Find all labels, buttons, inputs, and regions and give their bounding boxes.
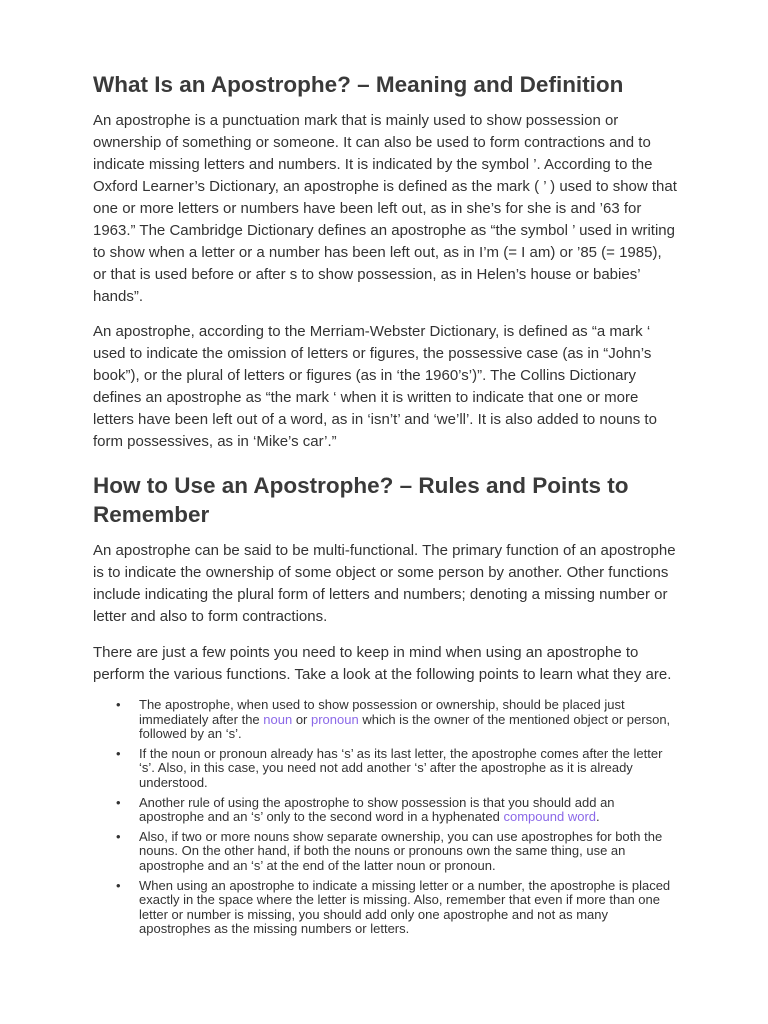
section-heading-how-to-use: How to Use an Apostrophe? – Rules and Points to Remember (93, 473, 629, 527)
bullet-icon: • (116, 828, 121, 844)
bullet-icon: • (116, 745, 121, 761)
list-item (116, 794, 678, 825)
noun-link[interactable]: noun (263, 711, 293, 727)
list-item-text: If the noun or pronoun already has ‘s’ as its last letter, the apostrophe comes after the letter ‘s’. Also, in this case, you need not add another ‘s’ after the apostrophe as it is already understood. (139, 745, 663, 790)
definition-paragraph-2: An apostrophe, according to the Merriam-Webster Dictionary, is defined as “a mark ‘ used to indicate the omission of letters or figures, the possessive case (as in “John’s book”), or the plural of letters or figures (as in ‘the 1960’s’)”. The Collins Dictionary defines an apostrophe as “the mark ‘ when it is written to indicate that one or more letters have been left out of a word, as in ‘isn’t’ and ‘we’ll’. It is also added to nouns to form possessives, as in ‘Mike’s car’.” (93, 323, 657, 450)
bullet-icon: • (116, 794, 121, 810)
usage-paragraph-2: There are just a few points you need to keep in mind when using an apostrophe to perform the various functions. Take a look at the following points to learn what they are. (93, 644, 672, 683)
section-heading-what-is-apostrophe: What Is an Apostrophe? – Meaning and Definition (93, 72, 624, 97)
list-item-text: The apostrophe, when used to show possession or ownership, should be placed just immediately after the (139, 697, 625, 727)
list-item-text: Another rule of using the apostrophe to show possession is that you should add an apostrophe and an ‘s’ only to the second word in a hyphenated (139, 794, 615, 825)
bullet-icon: • (116, 877, 121, 893)
bullet-icon: • (116, 697, 121, 712)
list-item (116, 828, 678, 874)
list-item-text: When using an apostrophe to indicate a missing letter or a number, the apostrophe is placed exactly in the space where the letter is missing. Also, remember that even if more than one letter or number is missing, you should add only one apostrophe and not as many apostrophes as the missing numbers or letters. (139, 877, 671, 937)
list-item-text: . (596, 809, 600, 825)
compound-word-link[interactable]: compound word (503, 809, 596, 825)
list-item-text: which is the owner of the mentioned object or person, followed by an ‘s’. (139, 711, 671, 742)
list-item-text: or (292, 711, 311, 727)
document-page (93, 70, 678, 942)
pronoun-link[interactable]: pronoun (311, 711, 359, 727)
rules-list (93, 698, 678, 937)
list-item (116, 697, 678, 742)
definition-paragraph-1: An apostrophe is a punctuation mark that is mainly used to show possession or ownership of something or someone. It can also be used to form contractions and to indicate missing letters and numbers. It is indicated by the symbol ’. According to the Oxford Learner’s Dictionary, an apostrophe is defined as the mark ( ’ ) used to show that one or more letters or numbers have been left out, as in she’s for she is and ’63 for 1963.” The Cambridge Dictionary defines an apostrophe as “the symbol ’ used in writing to show when a letter or a number has been left out, as in I’m (= I am) or ’85 (= 1985), or that is used before or after s to show possession, as in Helen’s house or babies’ hands”. (93, 112, 677, 305)
list-item (116, 745, 678, 791)
list-item (116, 877, 678, 937)
list-item-text: Also, if two or more nouns show separate ownership, you can use apostrophes for both the nouns. On the other hand, if both the nouns or pronouns own the same thing, use an apostrophe and an ‘s’ at the end of the latter noun or pronoun. (139, 828, 663, 873)
usage-paragraph-1: An apostrophe can be said to be multi-functional. The primary function of an apostrophe is to indicate the ownership of some object or some person by another. Other functions include indicating the plural form of letters and numbers; denoting a missing number or letter and also to form contractions. (93, 542, 676, 625)
